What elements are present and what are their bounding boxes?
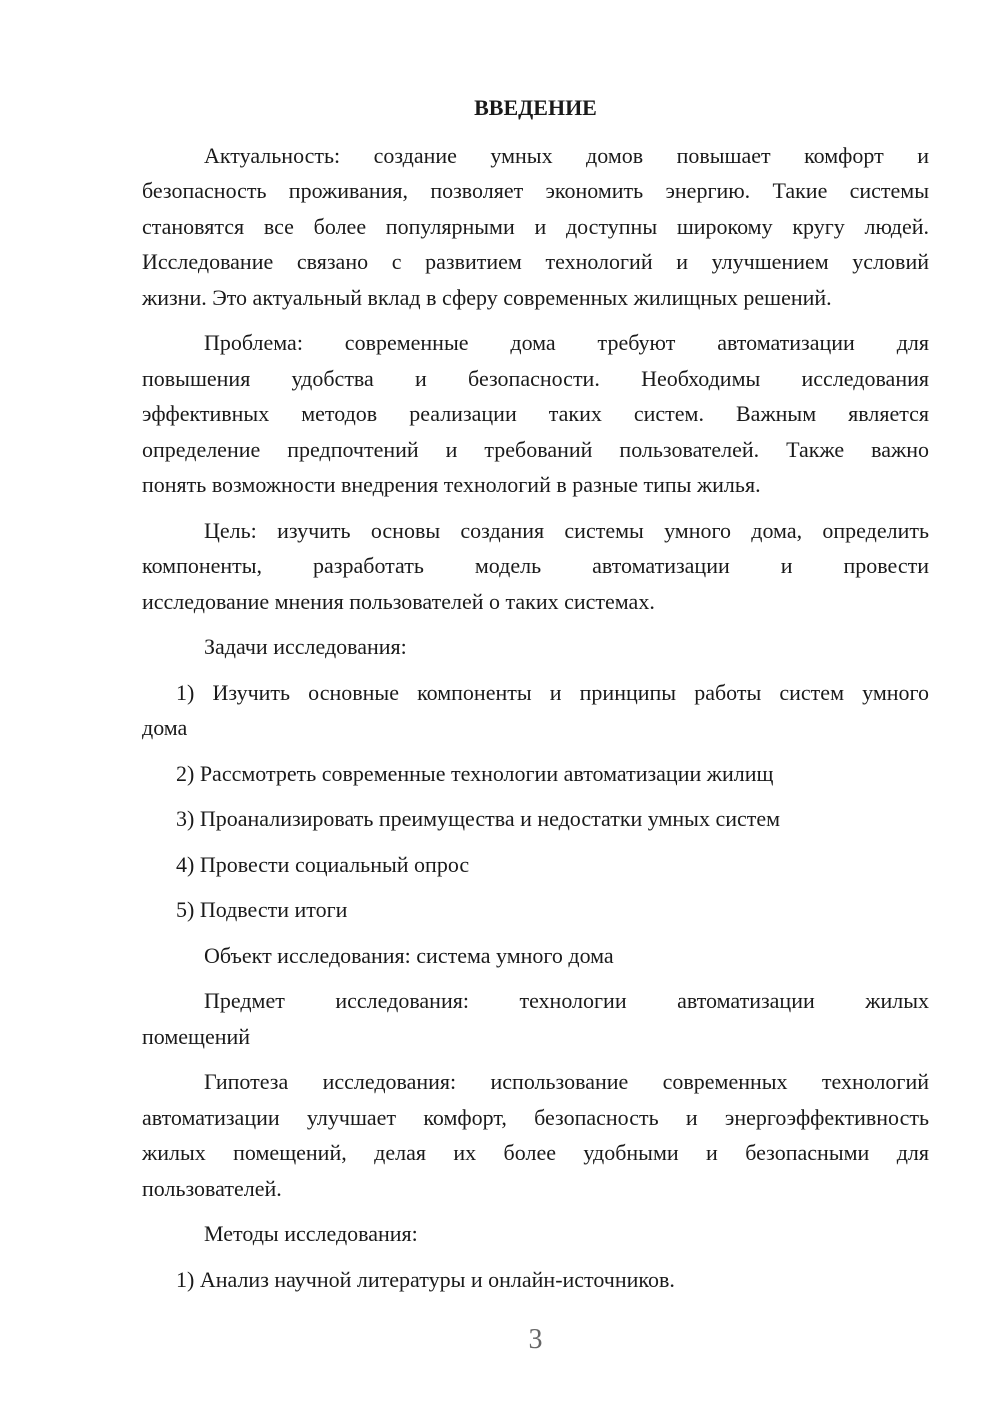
text-line: помещений bbox=[142, 1023, 251, 1049]
paragraph bbox=[142, 1064, 929, 1206]
text-line: Актуальность: создание умных домов повышает комфорт и bbox=[204, 142, 929, 168]
text-line: жизни. Это актуальный вклад в сферу современных жилищных решений. bbox=[142, 284, 832, 310]
page-number: 3 bbox=[528, 1324, 543, 1355]
text-line: становятся все более популярными и доступны широкому кругу людей. bbox=[142, 213, 929, 239]
paragraph bbox=[142, 756, 929, 792]
text-line: дома bbox=[142, 715, 188, 740]
text-line: исследование мнения пользователей о таких системах. bbox=[142, 588, 655, 614]
text-line: 3) Проанализировать преимущества и недостатки умных систем bbox=[176, 806, 781, 831]
text-line: 4) Провести социальный опрос bbox=[176, 851, 470, 877]
text-line: Методы исследования: bbox=[204, 1221, 418, 1246]
paragraph bbox=[142, 892, 929, 928]
text-line: эффективных методов реализации таких систем. Важным является bbox=[142, 401, 929, 426]
text-line: 2) Рассмотреть современные технологии автоматизации жилищ bbox=[176, 760, 774, 786]
text-line: пользователей. bbox=[142, 1175, 282, 1201]
text-line: Предмет исследования: технологии автоматизации жилых bbox=[204, 988, 929, 1013]
text-line: определение предпочтений и требований пользователей. Также важно bbox=[142, 436, 929, 462]
paragraph bbox=[142, 325, 929, 503]
paragraph bbox=[142, 938, 929, 974]
text-line: 5) Подвести итоги bbox=[176, 897, 348, 922]
text-line: жилых помещений, делая их более удобными и безопасными для bbox=[142, 1140, 929, 1165]
paragraph bbox=[142, 513, 929, 620]
text-line: Исследование связано с развитием технологий и улучшением условий bbox=[142, 249, 929, 274]
text-line: Задачи исследования: bbox=[204, 634, 407, 659]
text-line: понять возможности внедрения технологий в разные типы жилья. bbox=[142, 472, 761, 497]
document-body bbox=[142, 138, 929, 1298]
paragraph bbox=[142, 629, 929, 665]
text-line: повышения удобства и безопасности. Необходимы исследования bbox=[142, 365, 929, 391]
paragraph bbox=[142, 675, 929, 746]
paragraph bbox=[142, 847, 929, 883]
text-line: безопасность проживания, позволяет экономить энергию. Такие системы bbox=[142, 178, 929, 203]
text-line: Гипотеза исследования: использование современных технологий bbox=[204, 1069, 929, 1094]
paragraph bbox=[142, 138, 929, 316]
text-line: Цель: изучить основы создания системы умного дома, определить bbox=[204, 517, 929, 543]
paragraph bbox=[142, 1262, 929, 1298]
text-line: Проблема: современные дома требуют автоматизации для bbox=[204, 330, 929, 355]
paragraph bbox=[142, 1216, 929, 1252]
paragraph bbox=[142, 801, 929, 837]
text-line: автоматизации улучшает комфорт, безопасность и энергоэффективность bbox=[142, 1104, 929, 1130]
text-line: 1) Анализ научной литературы и онлайн-источников. bbox=[176, 1266, 675, 1292]
page-title: ВВЕДЕНИЕ bbox=[474, 95, 597, 120]
paragraph bbox=[142, 983, 929, 1054]
text-line: Объект исследования: система умного дома bbox=[204, 942, 614, 968]
text-line: компоненты, разработать модель автоматизации и провести bbox=[142, 553, 929, 578]
text-line: 1) Изучить основные компоненты и принципы работы систем умного bbox=[176, 679, 929, 705]
